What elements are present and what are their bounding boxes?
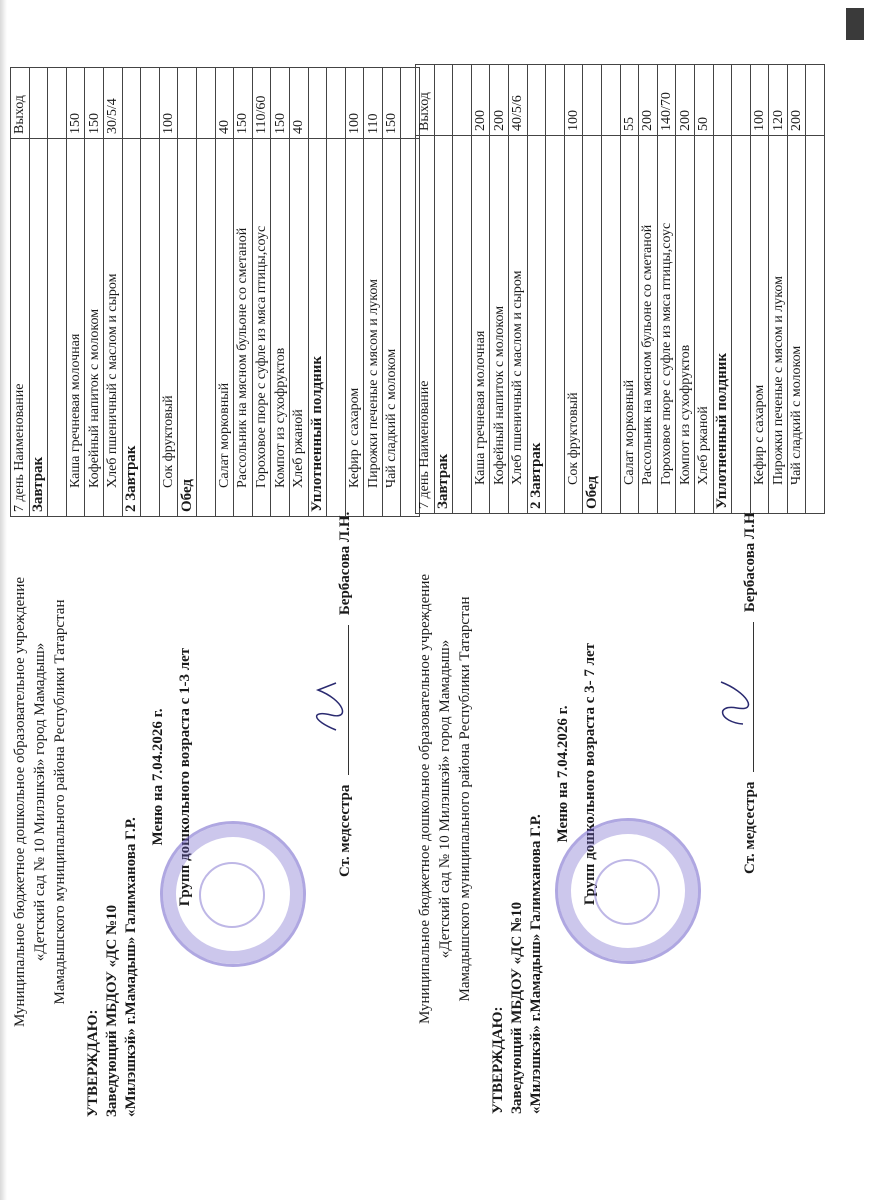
signature-line	[336, 512, 354, 877]
approve-line-1: Заведующий МБДОУ «ДС №10	[104, 904, 120, 1117]
menu-date: Меню на 7.04.2026 г.	[555, 705, 571, 843]
dish-qty	[453, 65, 472, 136]
dish-qty	[122, 68, 141, 139]
table-row	[453, 65, 472, 514]
dish-qty: 150	[66, 68, 85, 139]
approval-block	[84, 517, 141, 1117]
dish-qty	[527, 65, 546, 136]
dish-qty: 55	[620, 65, 639, 136]
dish-qty: 140/70	[657, 65, 676, 136]
sheet-header	[415, 514, 600, 1114]
dish-qty	[546, 65, 565, 136]
signature-label: Ст. медсестра	[742, 781, 758, 874]
table-row	[639, 65, 658, 514]
approve-label: УТВЕРЖДАЮ:	[85, 1009, 101, 1117]
table-row	[583, 65, 602, 514]
dish-qty: 150	[85, 68, 104, 139]
dish-name	[453, 136, 472, 514]
table-row	[308, 68, 327, 517]
table-row	[327, 68, 346, 517]
signature-field	[741, 622, 754, 772]
table-row	[29, 68, 48, 517]
org-line-2: «Детский сад № 10 Милэшкэй» город Мамадыш»	[437, 639, 453, 959]
table-row	[546, 65, 565, 514]
dish-name: Пирожки печеные с мясом и луком	[364, 139, 383, 517]
dish-qty	[196, 68, 215, 139]
dish-name	[806, 136, 825, 514]
table-row	[601, 65, 620, 514]
table-row	[564, 65, 583, 514]
table-row	[769, 65, 788, 514]
table-row	[345, 68, 364, 517]
group-title: Групп дошкольного возраста с 1-3 лет	[177, 647, 193, 907]
dish-qty	[601, 65, 620, 136]
dish-name: Обед	[583, 136, 602, 514]
dish-qty	[434, 65, 453, 136]
dish-name	[732, 136, 751, 514]
dish-qty	[141, 68, 160, 139]
dish-qty: 150	[382, 68, 401, 139]
dish-name: Компот из сухофруктов	[676, 136, 695, 514]
approve-line-1: Заведующий МБДОУ «ДС №10	[509, 901, 525, 1114]
dish-name	[141, 139, 160, 517]
table-row	[732, 65, 751, 514]
dish-name: Уплотненный полдник	[308, 139, 327, 517]
group-title: Групп дошкольного возраста с 3- 7 лет	[582, 642, 598, 906]
table-row	[508, 65, 527, 514]
table-header-row	[416, 65, 435, 514]
dish-name: Чай сладкий с молоком	[382, 139, 401, 517]
handwritten-signature	[711, 672, 751, 732]
dish-name	[546, 136, 565, 514]
dish-name: Каша гречневая молочная	[66, 139, 85, 517]
stamp-center	[199, 862, 265, 928]
col-name-header: 7 день Наименование	[11, 139, 30, 517]
dish-qty: 30/5/4	[103, 68, 122, 139]
dish-qty	[713, 65, 732, 136]
dish-name: Завтрак	[434, 136, 453, 514]
menu-sheet-3-7	[415, 64, 805, 1114]
dish-name: Рассольник на мясном бульоне со сметаной	[234, 139, 253, 517]
table-row	[234, 68, 253, 517]
approve-label: УТВЕРЖДАЮ:	[490, 1006, 506, 1114]
table-row	[103, 68, 122, 517]
dish-qty	[308, 68, 327, 139]
approve-line-2: «Милэшкэй» г.Мамадыш» Галимханова Г.Р.	[528, 814, 544, 1114]
table-row	[434, 65, 453, 514]
dish-name: Рассольник на мясном бульоне со сметаной	[639, 136, 658, 514]
dish-name: Салат морковный	[215, 139, 234, 517]
dish-qty: 40	[289, 68, 308, 139]
col-name-header: 7 день Наименование	[416, 136, 435, 514]
dish-name: Кофейный напиток с молоком	[85, 139, 104, 517]
table-row	[471, 65, 490, 514]
dish-name: Гороховое пюре с суфле из мяса птицы,соус	[657, 136, 676, 514]
official-stamp	[555, 818, 701, 964]
dish-qty	[583, 65, 602, 136]
dish-qty: 150	[234, 68, 253, 139]
dish-qty	[48, 68, 67, 139]
dish-qty	[806, 65, 825, 136]
table-row	[159, 68, 178, 517]
dish-name: Хлеб пшеничный с маслом и сыром	[508, 136, 527, 514]
menu-sheet-1-3	[10, 67, 400, 1117]
menu-table	[10, 67, 420, 517]
scan-corner-mark	[846, 8, 864, 40]
col-qty-header: Выход	[11, 68, 30, 139]
dish-qty: 110/60	[252, 68, 271, 139]
signature-line	[741, 512, 759, 874]
col-qty-header: Выход	[416, 65, 435, 136]
dish-qty: 200	[639, 65, 658, 136]
dish-qty: 40/5/6	[508, 65, 527, 136]
dish-qty: 150	[271, 68, 290, 139]
table-row	[364, 68, 383, 517]
dish-name: Кефир с сахаром	[345, 139, 364, 517]
table-header-row	[11, 68, 30, 517]
sheet-header	[10, 517, 195, 1117]
dish-qty: 200	[787, 65, 806, 136]
table-row	[48, 68, 67, 517]
org-line-2: «Детский сад № 10 Милэшкэй» город Мамадыш»	[32, 642, 48, 962]
signature-name: Бербасова Л.Н.	[337, 511, 353, 616]
dish-qty: 200	[471, 65, 490, 136]
dish-name: 2 Завтрак	[527, 136, 546, 514]
dish-name	[48, 139, 67, 517]
table-row	[271, 68, 290, 517]
dish-qty: 200	[490, 65, 509, 136]
table-row	[490, 65, 509, 514]
dish-qty: 120	[769, 65, 788, 136]
menu-date: Меню на 7.04.2026 г.	[150, 708, 166, 846]
dish-name: Хлеб ржаной	[289, 139, 308, 517]
table-row	[787, 65, 806, 514]
dish-qty: 100	[345, 68, 364, 139]
dish-qty: 50	[694, 65, 713, 136]
menu-table	[415, 64, 825, 514]
dish-qty	[732, 65, 751, 136]
signature-name: Бербасова Л.Н	[742, 512, 758, 613]
org-line-1: Муниципальное бюджетное дошкольное образовательное учреждение	[12, 577, 28, 1027]
signature-label: Ст. медсестра	[337, 784, 353, 877]
table-row	[750, 65, 769, 514]
dish-name: Гороховое пюре с суфле из мяса птицы,соус	[252, 139, 271, 517]
handwritten-signature	[306, 675, 346, 735]
dish-name: Кефир с сахаром	[750, 136, 769, 514]
table-row	[252, 68, 271, 517]
dish-qty: 110	[364, 68, 383, 139]
dish-name	[196, 139, 215, 517]
table-row	[527, 65, 546, 514]
dish-name: Компот из сухофруктов	[271, 139, 290, 517]
table-row	[178, 68, 197, 517]
table-row	[196, 68, 215, 517]
dish-name: Хлеб пшеничный с маслом и сыром	[103, 139, 122, 517]
dish-qty: 100	[750, 65, 769, 136]
dish-name: Сок фруктовый	[564, 136, 583, 514]
dish-name: 2 Завтрак	[122, 139, 141, 517]
dish-qty: 40	[215, 68, 234, 139]
dish-name: Сок фруктовый	[159, 139, 178, 517]
dish-name: Пирожки печеные с мясом и луком	[769, 136, 788, 514]
table-row	[122, 68, 141, 517]
table-row	[85, 68, 104, 517]
dish-qty	[327, 68, 346, 139]
table-row	[289, 68, 308, 517]
scan-edge-shadow	[0, 0, 7, 1200]
dish-name: Уплотненный полдник	[713, 136, 732, 514]
table-row	[382, 68, 401, 517]
table-row	[713, 65, 732, 514]
table-row	[657, 65, 676, 514]
table-row	[620, 65, 639, 514]
org-line-1: Муниципальное бюджетное дошкольное образовательное учреждение	[417, 574, 433, 1024]
dish-qty	[178, 68, 197, 139]
org-line-3: Мамадышского муниципального района Республики Татарстан	[52, 599, 68, 1005]
dish-qty: 100	[564, 65, 583, 136]
org-line-3: Мамадышского муниципального района Республики Татарстан	[457, 596, 473, 1002]
table-row	[66, 68, 85, 517]
approval-block	[489, 514, 546, 1114]
stamp-center	[594, 859, 660, 925]
dish-name: Салат морковный	[620, 136, 639, 514]
table-row	[215, 68, 234, 517]
dish-name: Обед	[178, 139, 197, 517]
dish-name	[327, 139, 346, 517]
approve-line-2: «Милэшкэй» г.Мамадыш» Галимханова Г.Р.	[123, 817, 139, 1117]
signature-field	[336, 625, 349, 775]
table-row	[694, 65, 713, 514]
dish-qty	[29, 68, 48, 139]
table-row	[676, 65, 695, 514]
dish-name: Завтрак	[29, 139, 48, 517]
table-row	[806, 65, 825, 514]
dish-name: Каша гречневая молочная	[471, 136, 490, 514]
dish-name: Чай сладкий с молоком	[787, 136, 806, 514]
table-row	[141, 68, 160, 517]
dish-name: Хлеб ржаной	[694, 136, 713, 514]
dish-qty: 200	[676, 65, 695, 136]
dish-name	[601, 136, 620, 514]
dish-name: Кофейный напиток с молоком	[490, 136, 509, 514]
dish-qty: 100	[159, 68, 178, 139]
